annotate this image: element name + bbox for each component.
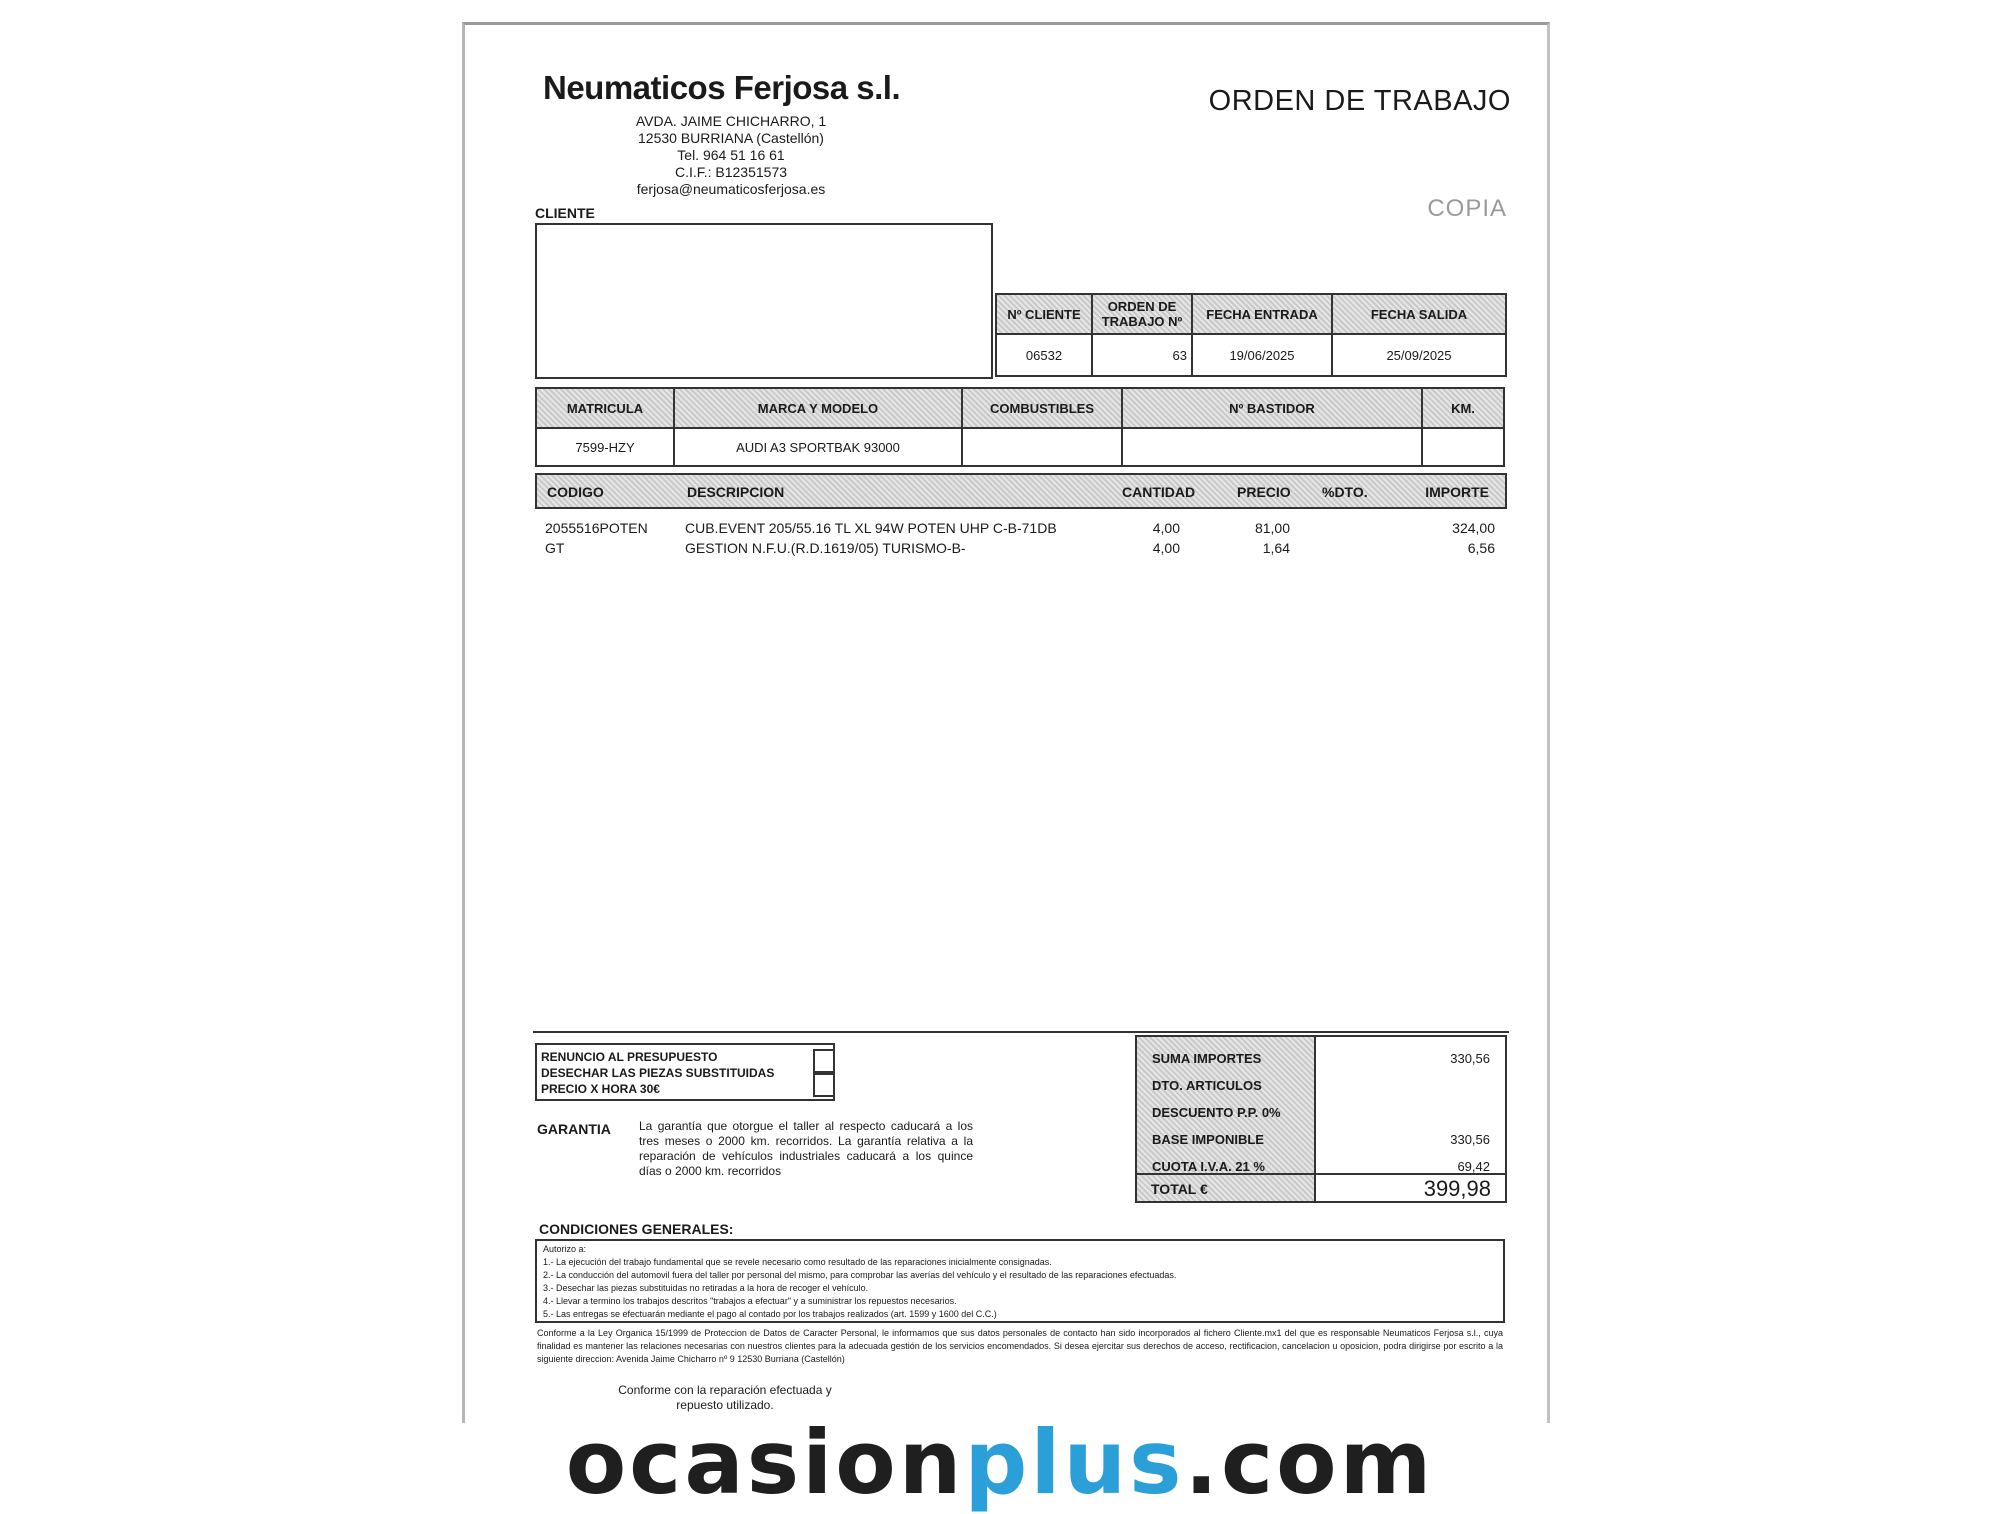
km	[1422, 428, 1504, 466]
conditions-box	[535, 1239, 1505, 1323]
item-price: 81,00	[1254, 520, 1290, 536]
item-amount: 324,00	[1452, 520, 1495, 536]
discount-items-value	[1333, 1072, 1491, 1099]
plate: 7599-HZY	[536, 428, 674, 466]
logo-part-com: .com	[1184, 1411, 1435, 1514]
item-price: 1,64	[1262, 540, 1290, 556]
items-header	[535, 473, 1507, 509]
header-code: CODIGO	[547, 484, 604, 500]
options-list	[541, 1049, 774, 1097]
address-line: 12530 BURRIANA (Castellón)	[638, 130, 824, 146]
tax-base-value: 330,56	[1450, 1132, 1490, 1147]
condition-item: 1.- La ejecución del trabajo fundamental que se revele necesario como resultado de las reparaciones inicialmente consignadas.	[543, 1257, 1052, 1267]
header-client-number: Nº CLIENTE	[996, 294, 1092, 334]
warranty-text: La garantía que otorgue el taller al respecto caducará a los tres meses o 2000 km. recorridos. La garantía relativa a la reparación de vehículos industriales caducará a los quince días o 2000 km. recorridos	[639, 1119, 973, 1178]
prompt-payment-value	[1333, 1099, 1491, 1126]
option-checkbox	[813, 1073, 833, 1097]
sum-value: 330,56	[1450, 1051, 1490, 1066]
items-list	[545, 518, 1495, 558]
address-line: C.I.F.: B12351573	[674, 164, 788, 180]
sum-label: SUMA IMPORTES	[1152, 1051, 1262, 1066]
total-value: 399,98	[1423, 1176, 1491, 1201]
total-label: TOTAL €	[1151, 1181, 1208, 1197]
logo-part-plus: plus	[964, 1411, 1185, 1514]
order-number: 63	[1092, 334, 1192, 376]
table-row	[545, 518, 1495, 538]
header-discount: %DTO.	[1322, 484, 1368, 500]
condition-item: 5.- Las entregas se efectuarán mediante el pago al contado por los trabajos realizados (art. 1599 y 1600 del C.C.)	[543, 1309, 997, 1319]
header-make-model: MARCA Y MODELO	[674, 388, 962, 428]
client-label: CLIENTE	[535, 205, 595, 221]
table-row	[545, 538, 1495, 558]
client-number: 06532	[996, 334, 1092, 376]
address-line: Tel. 964 51 16 61	[677, 147, 785, 163]
option-hourly-rate: PRECIO X HORA 30€	[541, 1082, 660, 1096]
header-chassis: Nº BASTIDOR	[1122, 388, 1422, 428]
discount-items-label: DTO. ARTICULOS	[1152, 1078, 1262, 1093]
prompt-payment-label: DESCUENTO P.P. 0%	[1152, 1105, 1281, 1120]
item-description: CUB.EVENT 205/55.16 TL XL 94W POTEN UHP C-B-71DB	[685, 520, 1057, 536]
tax-base-label: BASE IMPONIBLE	[1152, 1132, 1264, 1147]
header-description: DESCRIPCION	[687, 484, 785, 500]
item-quantity: 4,00	[1152, 540, 1180, 556]
signature-note	[615, 1383, 835, 1413]
entry-date: 19/06/2025	[1192, 334, 1332, 376]
item-quantity: 4,00	[1152, 520, 1180, 536]
header-entry-date: FECHA ENTRADA	[1192, 294, 1332, 334]
header-km: KM.	[1422, 388, 1504, 428]
privacy-notice: Conforme a la Ley Organica 15/1999 de Proteccion de Datos de Caracter Personal, le informamos que sus datos personales de contacto han sido incorporados al fichero Cliente.mx1 del que es responsable Neumaticos Ferjosa s.l., cuya finalidad es mantener las relaciones necesarias con nuestros clientes para la adecuada gestión de los servicios encomendados. Si desea ejercitar sus derechos de acceso, rectificacion, cancelacion u oposicion, podra dirigirse por escrito a la siguiente direccion: Avenida Jaime Chicharro nº 9 12530 Burriana (Castellón)	[537, 1328, 1503, 1364]
address-line: ferjosa@neumaticosferjosa.es	[636, 181, 826, 197]
conditions-intro: Autorizo a:	[543, 1244, 587, 1254]
totals-table	[1151, 1045, 1491, 1180]
conditions-label: CONDICIONES GENERALES:	[539, 1221, 734, 1237]
option-discard-parts: DESECHAR LAS PIEZAS SUBSTITUIDAS	[541, 1066, 775, 1080]
work-order-document	[462, 22, 1550, 1423]
header-quantity: CANTIDAD	[1122, 484, 1196, 500]
vat-value: 69,42	[1457, 1159, 1490, 1174]
ocasionplus-logo	[0, 1411, 2000, 1514]
copy-label: COPIA	[1427, 195, 1507, 222]
option-checkbox	[813, 1049, 833, 1073]
item-code: 2055516POTEN	[545, 520, 648, 536]
totals-box	[1135, 1035, 1507, 1203]
footer-divider	[533, 1031, 1509, 1033]
company-address	[631, 113, 831, 198]
address-line: AVDA. JAIME CHICHARRO, 1	[635, 113, 827, 129]
item-code: GT	[545, 540, 565, 556]
signature-line: repuesto utilizado.	[676, 1398, 774, 1412]
header-order-number: ORDEN DE TRABAJO Nº	[1092, 294, 1192, 334]
warranty-label: GARANTIA	[537, 1121, 611, 1137]
client-box	[535, 223, 993, 379]
header-exit-date: FECHA SALIDA	[1332, 294, 1506, 334]
options-box	[535, 1043, 835, 1101]
document-title: ORDEN DE TRABAJO	[1208, 85, 1511, 117]
header-plate: MATRICULA	[536, 388, 674, 428]
signature-line: Conforme con la reparación efectuada y	[618, 1383, 832, 1397]
header-amount: IMPORTE	[1425, 484, 1489, 500]
condition-item: 4.- Llevar a termino los trabajos descritos "trabajos a efectuar" y a suministrar los repuestos necesarios.	[543, 1296, 957, 1306]
item-description: GESTION N.F.U.(R.D.1619/05) TURISMO-B-	[685, 540, 966, 556]
condition-item: 3.- Desechar las piezas substituidas no retiradas a la hora de recoger el vehículo.	[543, 1283, 869, 1293]
chassis	[1122, 428, 1422, 466]
order-info-table	[995, 293, 1507, 377]
header-fuel: COMBUSTIBLES	[962, 388, 1122, 428]
vat-label: CUOTA I.V.A. 21 %	[1152, 1159, 1265, 1174]
fuel	[962, 428, 1122, 466]
company-name: Neumaticos Ferjosa s.l.	[543, 69, 901, 106]
exit-date: 25/09/2025	[1332, 334, 1506, 376]
total-divider	[1137, 1173, 1505, 1175]
make-model: AUDI A3 SPORTBAK 93000	[674, 428, 962, 466]
vehicle-table	[535, 387, 1505, 467]
option-waive-estimate: RENUNCIO AL PRESUPUESTO	[541, 1050, 718, 1064]
header-price: PRECIO	[1237, 484, 1291, 500]
item-amount: 6,56	[1467, 540, 1495, 556]
condition-item: 2.- La conducción del automovil fuera del taller por personal del mismo, para comprobar las averías del vehículo y el resultado de las reparaciones efectuadas.	[543, 1270, 1177, 1280]
logo-part-ocasion: ocasion	[565, 1411, 965, 1514]
